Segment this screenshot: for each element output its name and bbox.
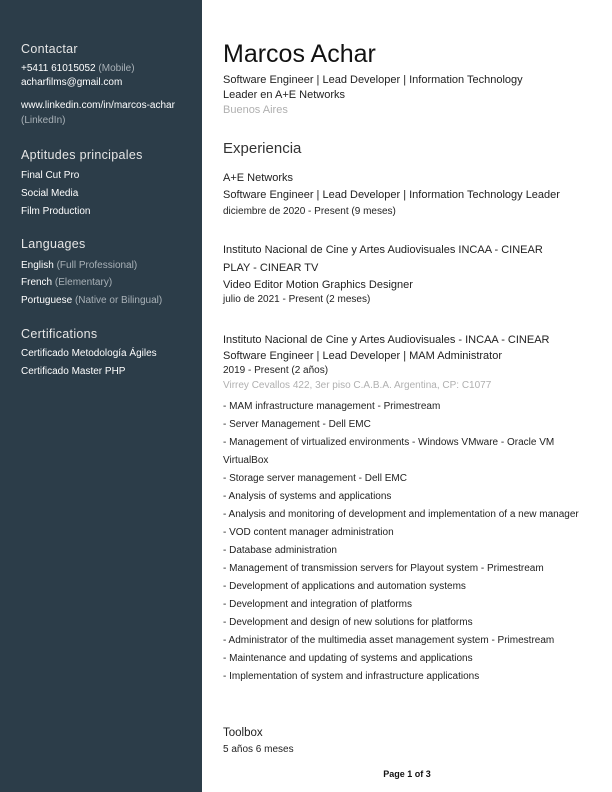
phone <box>21 63 135 75</box>
experience-heading: Experiencia <box>223 140 302 157</box>
job-dates: julio de 2021 - Present (2 meses) <box>223 294 371 305</box>
bullet-item: - Development of applications and automation systems <box>223 581 466 592</box>
job-company-cont: PLAY - CINEAR TV <box>223 262 319 274</box>
location: Buenos Aires <box>223 104 288 116</box>
certification-item: Certificado Master PHP <box>21 366 126 377</box>
page-number: Page 1 of 3 <box>383 769 431 779</box>
bullet-item: - VOD content manager administration <box>223 527 394 538</box>
job-company: Instituto Nacional de Cine y Artes Audiovisuales INCAA - CINEAR <box>223 244 543 256</box>
job-title: Software Engineer | Lead Developer | Information Technology Leader <box>223 189 560 201</box>
job-company: Toolbox <box>223 727 263 739</box>
bullet-item: - Management of transmission servers for Playout system - Primestream <box>223 563 544 574</box>
job-location: Virrey Cevallos 422, 3er piso C.A.B.A. Argentina, CP: C1077 <box>223 380 492 391</box>
bullet-item: - Development and integration of platforms <box>223 599 412 610</box>
language-name: Portuguese <box>21 295 73 306</box>
email-link[interactable]: acharfilms@gmail.com <box>21 77 123 88</box>
language-item <box>21 295 162 307</box>
languages-heading: Languages <box>21 237 86 251</box>
skill-item: Film Production <box>21 206 91 217</box>
profile-name: Marcos Achar <box>223 40 376 68</box>
language-level: (Elementary) <box>54 277 113 288</box>
language-name: French <box>21 277 53 288</box>
job-description <box>223 398 588 686</box>
linkedin-link[interactable]: www.linkedin.com/in/marcos-achar <box>21 100 175 111</box>
language-level: (Native or Bilingual) <box>74 295 163 306</box>
job-dates: diciembre de 2020 - Present (9 meses) <box>223 206 396 217</box>
language-level: (Full Professional) <box>56 260 138 271</box>
sidebar <box>0 0 202 792</box>
language-name: English <box>21 260 54 271</box>
job-title: Software Engineer | Lead Developer | MAM Administrator <box>223 350 503 362</box>
certifications-heading: Certifications <box>21 327 98 341</box>
bullet-item: - Management of virtualized environments - Windows VMware - Oracle VM VirtualBox <box>223 437 555 466</box>
contact-heading: Contactar <box>21 42 78 56</box>
language-item <box>21 260 137 272</box>
job-dates: 2019 - Present (2 años) <box>223 365 329 376</box>
linkedin-label: (LinkedIn) <box>21 115 66 126</box>
bullet-item: - Analysis of systems and applications <box>223 491 392 502</box>
job-company: A+E Networks <box>223 172 293 184</box>
bullet-item: - Development and design of new solutions for platforms <box>223 617 473 628</box>
phone-type: (Mobile) <box>98 63 135 74</box>
skills-heading: Aptitudes principales <box>21 148 143 162</box>
bullet-item: - Administrator of the multimedia asset management system - Primestream <box>223 635 555 646</box>
job-company: Instituto Nacional de Cine y Artes Audiovisuales - INCAA - CINEAR <box>223 334 550 346</box>
language-item <box>21 277 112 289</box>
certification-item: Certificado Metodología Ágiles <box>21 348 157 359</box>
bullet-item: - Server Management - Dell EMC <box>223 419 371 430</box>
headline-line-2: Leader en A+E Networks <box>223 89 345 101</box>
skill-item: Social Media <box>21 188 79 199</box>
bullet-item: - Implementation of system and infrastructure applications <box>223 671 480 682</box>
job-title: Video Editor Motion Graphics Designer <box>223 279 413 291</box>
bullet-item: - Database administration <box>223 545 337 556</box>
bullet-item: - Storage server management - Dell EMC <box>223 473 407 484</box>
bullet-item: - MAM infrastructure management - Primestream <box>223 401 441 412</box>
bullet-item: - Analysis and monitoring of development and implementation of a new manager <box>223 509 579 520</box>
job-dates: 5 años 6 meses <box>223 744 294 755</box>
bullet-item: - Maintenance and updating of systems and applications <box>223 653 473 664</box>
skill-item: Final Cut Pro <box>21 170 80 181</box>
phone-number: +5411 61015052 <box>21 63 96 74</box>
headline-line-1: Software Engineer | Lead Developer | Information Technology <box>223 74 523 86</box>
